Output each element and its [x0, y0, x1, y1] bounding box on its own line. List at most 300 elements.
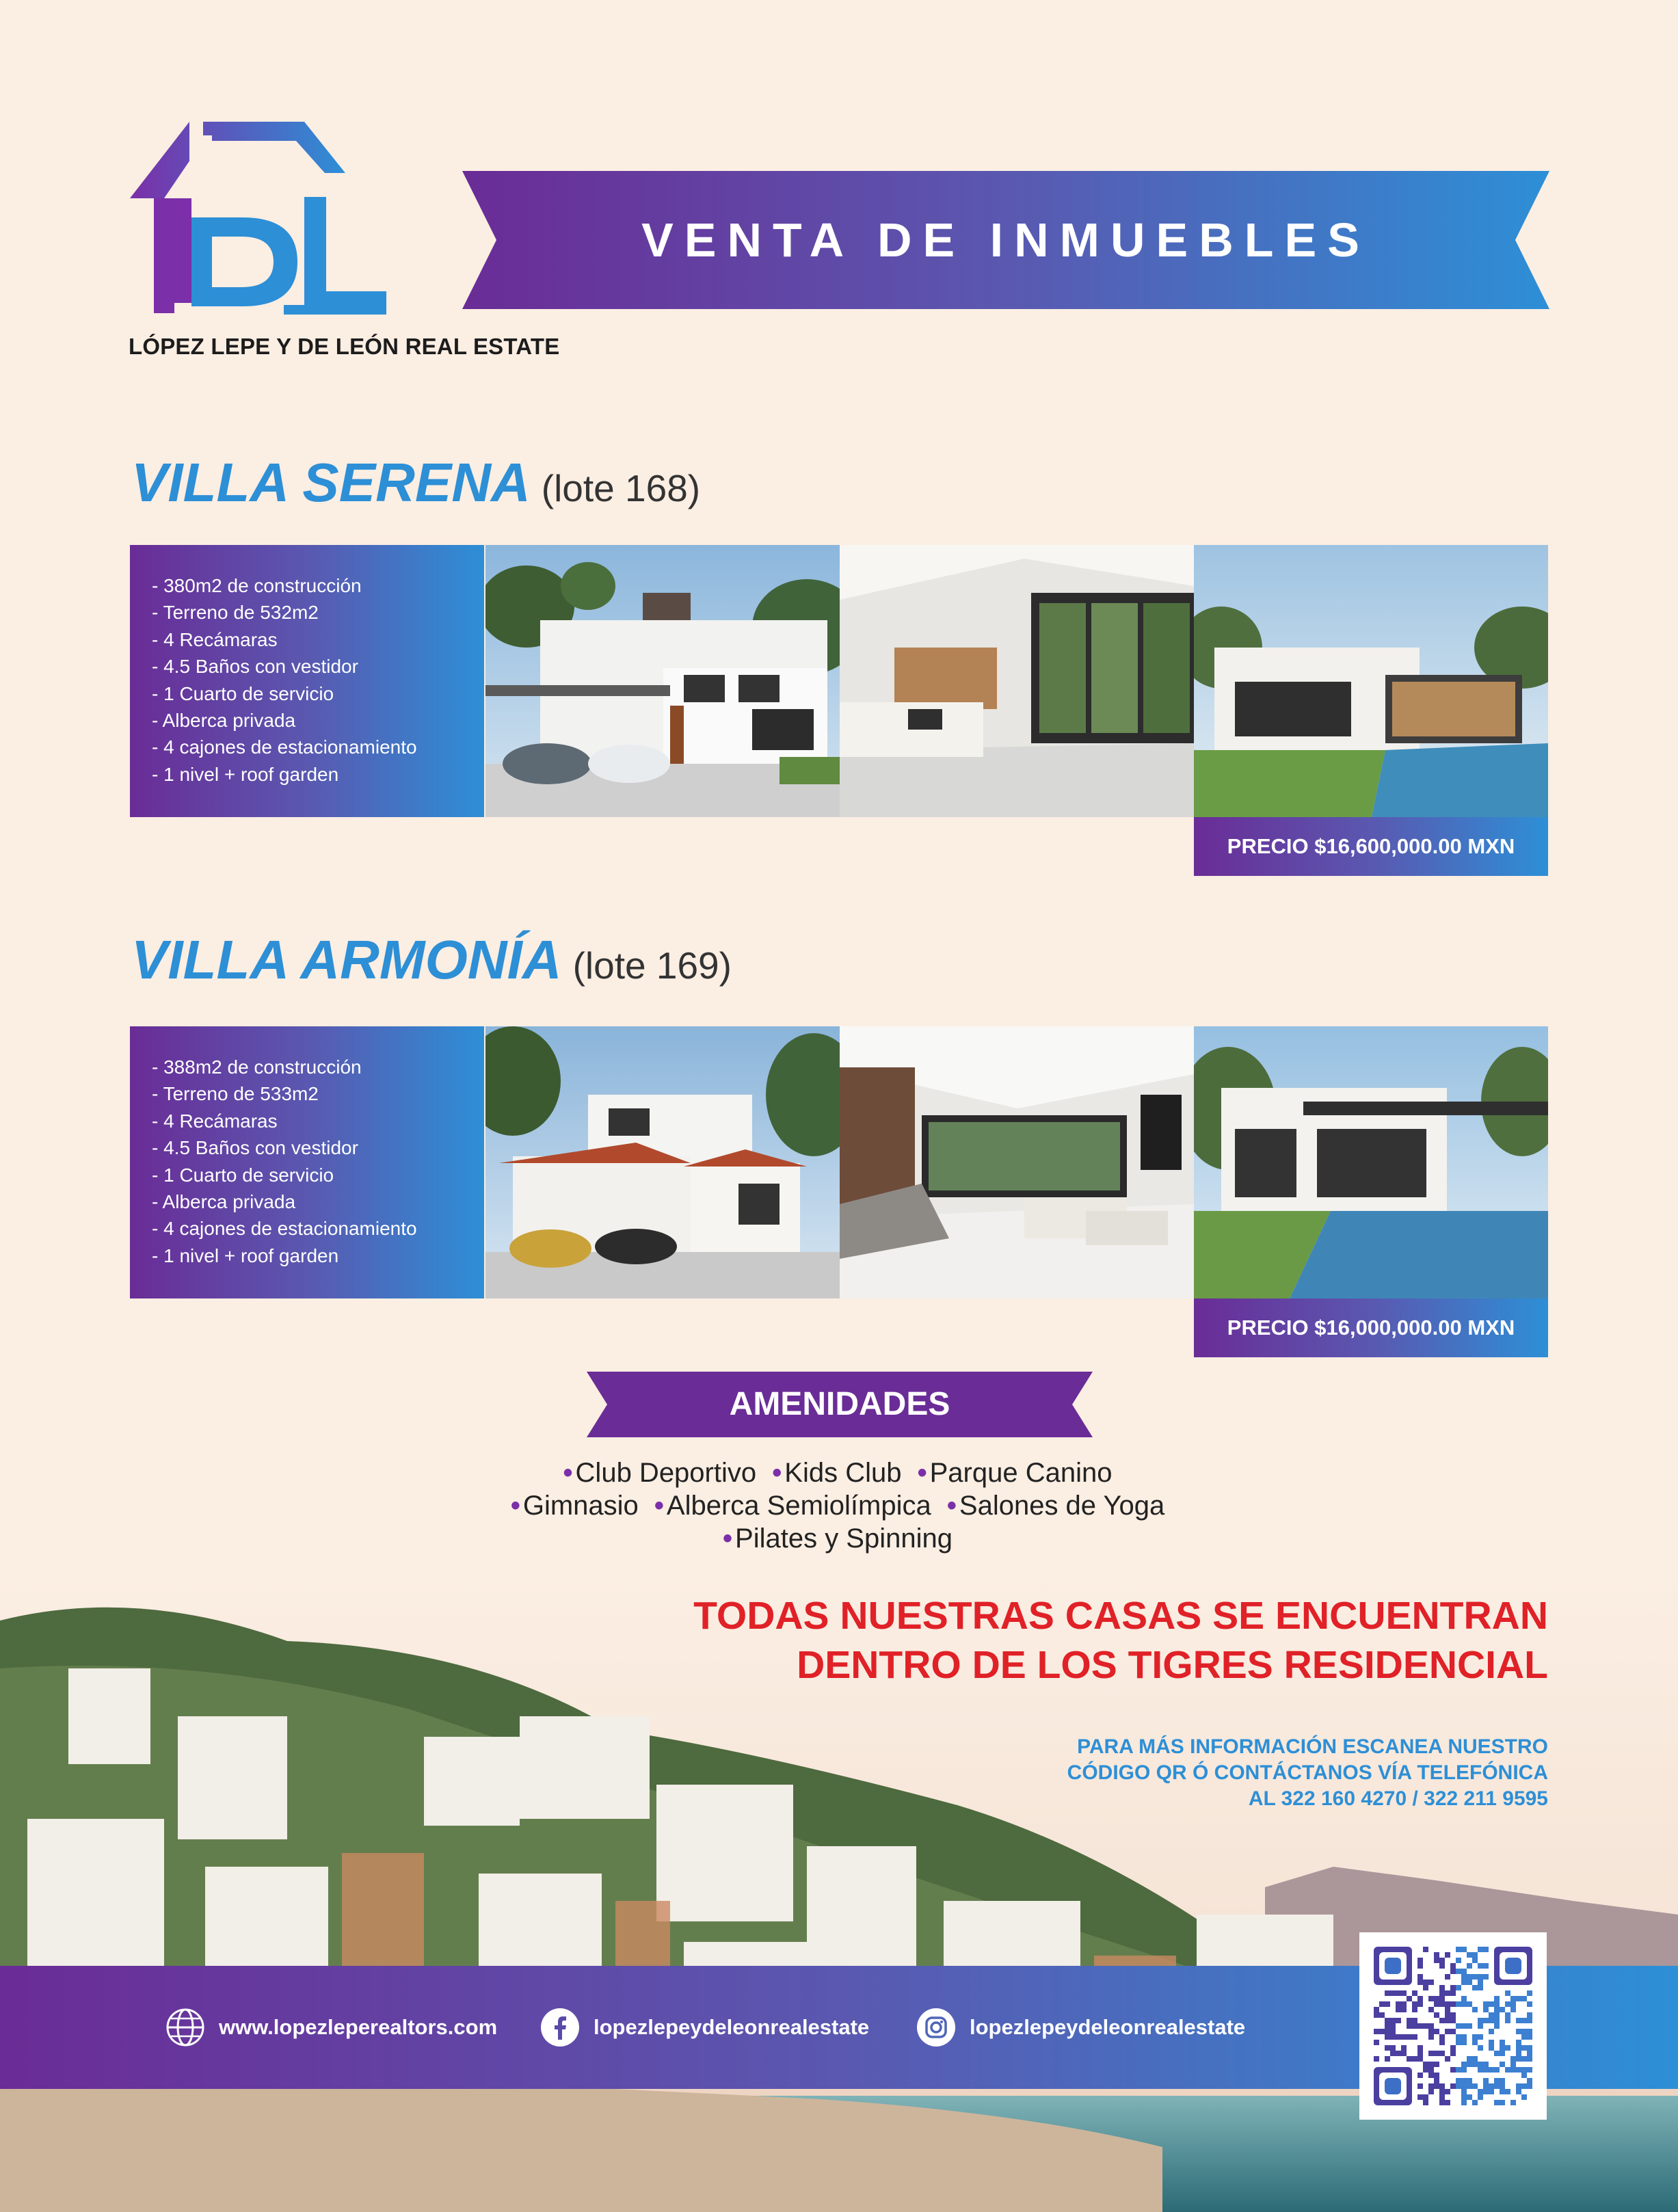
- qr-module: [1500, 2051, 1505, 2056]
- qr-module: [1516, 2018, 1521, 2023]
- qr-module: [1407, 2034, 1412, 2040]
- qr-module: [1401, 2051, 1407, 2056]
- qr-module: [1390, 2034, 1396, 2040]
- feature-item: - 4 Recámaras: [152, 628, 278, 650]
- feature-item: - 1 nivel + roof garden: [152, 763, 339, 785]
- notice-line: TODAS NUESTRAS CASAS SE ENCUENTRAN: [693, 1594, 1548, 1638]
- amenity-item: Kids Club: [784, 1458, 902, 1488]
- qr-module: [1396, 1990, 1401, 1996]
- qr-module: [1390, 2029, 1396, 2034]
- qr-module: [1456, 2001, 1461, 2007]
- villa-title: [131, 929, 732, 991]
- feature-item: - 1 Cuarto de servicio: [152, 1164, 334, 1186]
- instagram-icon: [916, 2008, 956, 2047]
- qr-module: [1412, 2001, 1417, 2007]
- qr-module: [1428, 1996, 1434, 2001]
- qr-module: [1505, 2089, 1510, 2094]
- villa-name: VILLA SERENA: [131, 452, 531, 513]
- qr-module: [1461, 1996, 1467, 2001]
- qr-module: [1390, 2045, 1396, 2051]
- qr-module: [1516, 2067, 1521, 2073]
- qr-module: [1450, 2029, 1456, 2034]
- qr-module: [1483, 2078, 1489, 2083]
- qr-module: [1483, 2007, 1489, 2012]
- qr-module: [1456, 2023, 1461, 2029]
- qr-module: [1450, 1969, 1456, 1974]
- qr-module: [1521, 1996, 1527, 2001]
- qr-module: [1445, 2100, 1450, 2105]
- qr-module: [1527, 2045, 1532, 2051]
- qr-module: [1494, 2007, 1500, 2012]
- qr-module: [1478, 2034, 1483, 2040]
- qr-module: [1478, 2018, 1483, 2023]
- qr-module: [1401, 1990, 1407, 1996]
- feature-item: - 1 Cuarto de servicio: [152, 682, 334, 704]
- qr-module: [1472, 1958, 1478, 1963]
- qr-module: [1527, 2056, 1532, 2062]
- qr-module: [1434, 2073, 1439, 2078]
- qr-module: [1374, 2029, 1379, 2034]
- qr-module: [1450, 2051, 1456, 2056]
- qr-module: [1445, 2089, 1450, 2094]
- qr-module: [1467, 2062, 1472, 2067]
- villa-photo-interior: [840, 1026, 1194, 1298]
- qr-module: [1456, 2083, 1461, 2089]
- qr-module: [1521, 2029, 1527, 2034]
- qr-module: [1489, 2067, 1494, 2073]
- qr-module: [1461, 2100, 1467, 2105]
- qr-module: [1478, 2067, 1483, 2073]
- qr-module: [1461, 2023, 1467, 2029]
- qr-module: [1494, 2083, 1500, 2089]
- qr-module: [1500, 2083, 1505, 2089]
- qr-module: [1483, 2018, 1489, 2023]
- qr-module: [1434, 2029, 1439, 2034]
- bullet: •: [917, 1458, 927, 1488]
- qr-module: [1407, 2018, 1412, 2023]
- qr-module: [1489, 2040, 1494, 2045]
- bullet: •: [563, 1458, 573, 1488]
- qr-module: [1390, 2023, 1396, 2029]
- qr-module: [1439, 2089, 1445, 2094]
- qr-module: [1374, 2040, 1379, 2045]
- qr-code[interactable]: [1359, 1932, 1547, 2120]
- qr-module: [1450, 1990, 1456, 1996]
- qr-module: [1428, 2023, 1434, 2029]
- qr-module: [1417, 2045, 1423, 2051]
- villa-lot: (lote 169): [572, 944, 732, 987]
- qr-module: [1412, 2007, 1417, 2012]
- qr-module: [1516, 2040, 1521, 2045]
- qr-module: [1467, 2001, 1472, 2007]
- villa-photo-exterior: [485, 1026, 840, 1298]
- qr-module: [1527, 2083, 1532, 2089]
- qr-module: [1390, 2018, 1396, 2023]
- qr-module: [1428, 2067, 1434, 2073]
- qr-module: [1417, 2056, 1423, 2062]
- qr-module: [1439, 2040, 1445, 2045]
- qr-module: [1478, 1985, 1483, 1990]
- qr-module: [1489, 2045, 1494, 2051]
- bullet: •: [772, 1458, 782, 1488]
- qr-module: [1434, 2083, 1439, 2089]
- qr-module: [1417, 2083, 1423, 2089]
- qr-module: [1516, 1996, 1521, 2001]
- bullet: •: [723, 1523, 733, 1554]
- qr-module: [1456, 1985, 1461, 1990]
- qr-module: [1412, 2056, 1417, 2062]
- qr-module: [1439, 2001, 1445, 2007]
- feature-item: - 1 nivel + roof garden: [152, 1244, 339, 1266]
- qr-module: [1472, 2007, 1478, 2012]
- qr-module: [1478, 2094, 1483, 2100]
- qr-module: [1428, 2051, 1434, 2056]
- qr-module: [1439, 2083, 1445, 2089]
- qr-module: [1461, 1980, 1467, 1985]
- qr-module: [1505, 2012, 1510, 2018]
- instagram-text: lopezlepeydeleonrealestate: [970, 2015, 1246, 2039]
- qr-module: [1500, 2045, 1505, 2051]
- qr-module: [1412, 2034, 1417, 2040]
- feature-item: - Alberca privada: [152, 1191, 296, 1213]
- qr-module: [1407, 1996, 1412, 2001]
- qr-module: [1494, 2067, 1500, 2073]
- qr-module: [1423, 1980, 1428, 1985]
- qr-module: [1445, 2018, 1450, 2023]
- qr-module: [1494, 2001, 1500, 2007]
- qr-module: [1521, 2018, 1527, 2023]
- qr-module: [1516, 2029, 1521, 2034]
- qr-module: [1450, 2067, 1456, 2073]
- qr-module: [1407, 2023, 1412, 2029]
- feature-item: - 4.5 Baños con vestidor: [152, 1137, 358, 1159]
- qr-module: [1428, 2007, 1434, 2012]
- qr-module: [1461, 2083, 1467, 2089]
- qr-module: [1417, 2073, 1423, 2078]
- qr-module: [1456, 1947, 1461, 1952]
- qr-module: [1428, 1980, 1434, 1985]
- qr-module: [1505, 2018, 1510, 2023]
- qr-module: [1456, 2067, 1461, 2073]
- qr-module: [1510, 2062, 1516, 2067]
- qr-module: [1412, 2023, 1417, 2029]
- qr-module: [1494, 2100, 1500, 2105]
- qr-module: [1483, 1947, 1489, 1952]
- qr-module: [1472, 1974, 1478, 1980]
- qr-module: [1450, 1963, 1456, 1969]
- qr-module: [1379, 2001, 1385, 2007]
- qr-module: [1527, 2029, 1532, 2034]
- contact-line: PARA MÁS INFORMACIÓN ESCANEA NUESTRO: [1077, 1735, 1548, 1758]
- qr-module: [1412, 1990, 1417, 1996]
- qr-finder: [1505, 1958, 1521, 1974]
- qr-module: [1494, 2023, 1500, 2029]
- villa-name: VILLA ARMONÍA: [131, 929, 562, 990]
- villa-features: [130, 1026, 484, 1298]
- bullet: •: [946, 1491, 957, 1521]
- qr-module: [1396, 2051, 1401, 2056]
- qr-module: [1374, 2056, 1379, 2062]
- qr-module: [1450, 2045, 1456, 2051]
- qr-module: [1527, 2018, 1532, 2023]
- qr-module: [1379, 2012, 1385, 2018]
- qr-module: [1505, 2001, 1510, 2007]
- qr-module: [1428, 2062, 1434, 2067]
- qr-module: [1467, 2056, 1472, 2062]
- feature-item: - Terreno de 533m2: [152, 1083, 319, 1105]
- qr-module: [1379, 2029, 1385, 2034]
- qr-module: [1483, 2067, 1489, 2073]
- villa-photo-interior: [840, 545, 1194, 817]
- qr-module: [1510, 2007, 1516, 2012]
- qr-module: [1461, 1947, 1467, 1952]
- qr-module: [1385, 2018, 1390, 2023]
- price-tag: PRECIO $16,600,000.00 MXN: [1194, 817, 1548, 876]
- qr-module: [1527, 2051, 1532, 2056]
- feature-item: - Alberca privada: [152, 710, 296, 732]
- qr-module: [1423, 1985, 1428, 1990]
- qr-module: [1500, 2007, 1505, 2012]
- qr-module: [1385, 1990, 1390, 1996]
- qr-module: [1385, 2045, 1390, 2051]
- qr-module: [1456, 2034, 1461, 2040]
- qr-module: [1516, 2045, 1521, 2051]
- qr-module: [1521, 2034, 1527, 2040]
- qr-module: [1472, 1952, 1478, 1958]
- qr-module: [1483, 2089, 1489, 2094]
- qr-module: [1510, 1996, 1516, 2001]
- qr-module: [1461, 2078, 1467, 2083]
- qr-module: [1396, 2007, 1401, 2012]
- qr-module: [1483, 2083, 1489, 2089]
- facebook-icon: [540, 2008, 580, 2047]
- qr-module: [1423, 2067, 1428, 2073]
- qr-module: [1428, 2029, 1434, 2034]
- qr-module: [1428, 2073, 1434, 2078]
- qr-module: [1467, 2094, 1472, 2100]
- amenity-item: Alberca Semiolímpica: [666, 1491, 931, 1521]
- qr-module: [1439, 2018, 1445, 2023]
- qr-module: [1439, 1958, 1445, 1963]
- qr-module: [1445, 2001, 1450, 2007]
- qr-module: [1478, 2089, 1483, 2094]
- villa-photo-pool: [1194, 545, 1548, 817]
- qr-module: [1489, 2089, 1494, 2094]
- banner-title: VENTA DE INMUEBLES: [641, 213, 1370, 267]
- qr-finder: [1385, 1958, 1401, 1974]
- qr-module: [1396, 2001, 1401, 2007]
- qr-module: [1510, 2056, 1516, 2062]
- qr-module: [1396, 2034, 1401, 2040]
- qr-module: [1417, 2001, 1423, 2007]
- qr-module: [1472, 2100, 1478, 2105]
- contact-phone: AL 322 160 4270 / 322 211 9595: [1248, 1787, 1548, 1810]
- qr-module: [1521, 2083, 1527, 2089]
- qr-module: [1434, 2078, 1439, 2083]
- qr-module: [1494, 2078, 1500, 2083]
- bullet: •: [510, 1491, 520, 1521]
- qr-module: [1439, 2051, 1445, 2056]
- qr-module: [1467, 1963, 1472, 1969]
- qr-module: [1500, 2040, 1505, 2045]
- qr-module: [1472, 2062, 1478, 2067]
- amenities-row: [0, 1491, 1678, 1521]
- qr-module: [1417, 2051, 1423, 2056]
- qr-module: [1401, 2034, 1407, 2040]
- qr-module: [1434, 1952, 1439, 1958]
- qr-module: [1434, 2012, 1439, 2018]
- qr-module: [1417, 1974, 1423, 1980]
- qr-module: [1385, 2023, 1390, 2029]
- qr-module: [1445, 2007, 1450, 2012]
- facebook-link[interactable]: [540, 2009, 869, 2046]
- qr-module: [1434, 1958, 1439, 1963]
- qr-module: [1385, 2056, 1390, 2062]
- qr-module: [1417, 2023, 1423, 2029]
- qr-module: [1417, 2094, 1423, 2100]
- qr-module: [1478, 1963, 1483, 1969]
- qr-module: [1461, 1974, 1467, 1980]
- qr-module: [1461, 2034, 1467, 2040]
- qr-code-graphic: [1359, 1932, 1547, 2120]
- notice-line: DENTRO DE LOS TIGRES RESIDENCIAL: [797, 1643, 1548, 1687]
- website-link[interactable]: [165, 2009, 497, 2046]
- qr-module: [1450, 1985, 1456, 1990]
- amenities-title: AMENIDADES: [729, 1386, 950, 1422]
- qr-module: [1412, 2018, 1417, 2023]
- qr-module: [1450, 2018, 1456, 2023]
- qr-module: [1434, 1996, 1439, 2001]
- qr-module: [1483, 1974, 1489, 1980]
- qr-module: [1467, 2078, 1472, 2083]
- brand-logo: [126, 122, 400, 354]
- amenity-item: Parque Canino: [929, 1458, 1113, 1488]
- qr-module: [1478, 1980, 1483, 1985]
- qr-module: [1521, 2067, 1527, 2073]
- qr-module: [1467, 1952, 1472, 1958]
- qr-module: [1428, 2083, 1434, 2089]
- qr-module: [1450, 2001, 1456, 2007]
- qr-module: [1407, 2056, 1412, 2062]
- qr-module: [1489, 2012, 1494, 2018]
- qr-module: [1521, 2094, 1527, 2100]
- qr-module: [1494, 2018, 1500, 2023]
- qr-module: [1505, 2067, 1510, 2073]
- qr-module: [1417, 1958, 1423, 1963]
- qr-module: [1445, 1974, 1450, 1980]
- qr-module: [1472, 2034, 1478, 2040]
- qr-module: [1494, 1996, 1500, 2001]
- qr-module: [1527, 2078, 1532, 2083]
- qr-module: [1500, 2089, 1505, 2094]
- qr-module: [1434, 2062, 1439, 2067]
- qr-module: [1489, 2083, 1494, 2089]
- qr-module: [1510, 2100, 1516, 2105]
- qr-module: [1489, 2001, 1494, 2007]
- qr-module: [1445, 2029, 1450, 2034]
- qr-module: [1500, 2062, 1505, 2067]
- qr-module: [1450, 2083, 1456, 2089]
- instagram-link[interactable]: [916, 2009, 1245, 2046]
- qr-module: [1439, 2094, 1445, 2100]
- feature-item: - 4 cajones de estacionamiento: [152, 736, 417, 758]
- villa-title: [131, 451, 700, 514]
- qr-module: [1516, 2083, 1521, 2089]
- qr-module: [1483, 1963, 1489, 1969]
- qr-module: [1439, 2034, 1445, 2040]
- qr-module: [1472, 2056, 1478, 2062]
- amenity-item: Pilates y Spinning: [735, 1523, 953, 1554]
- qr-module: [1478, 2023, 1483, 2029]
- qr-module: [1500, 2100, 1505, 2105]
- qr-module: [1439, 1996, 1445, 2001]
- brand-name: LÓPEZ LEPE Y DE LEÓN REAL ESTATE: [129, 334, 560, 359]
- qr-module: [1439, 1990, 1445, 1996]
- qr-module: [1510, 2067, 1516, 2073]
- qr-module: [1478, 1947, 1483, 1952]
- qr-module: [1423, 1947, 1428, 1952]
- amenity-item: Club Deportivo: [575, 1458, 757, 1488]
- feature-item: - 4 Recámaras: [152, 1110, 278, 1132]
- qr-module: [1417, 1963, 1423, 1969]
- qr-module: [1439, 1963, 1445, 1969]
- qr-module: [1417, 1996, 1423, 2001]
- qr-module: [1445, 1952, 1450, 1958]
- qr-module: [1478, 1974, 1483, 1980]
- qr-module: [1385, 2034, 1390, 2040]
- qr-module: [1401, 2045, 1407, 2051]
- qr-module: [1456, 1969, 1461, 1974]
- qr-module: [1467, 1980, 1472, 1985]
- feature-item: - 4 cajones de estacionamiento: [152, 1218, 417, 1240]
- qr-module: [1505, 2045, 1510, 2051]
- qr-module: [1500, 2078, 1505, 2083]
- qr-module: [1505, 1990, 1510, 1996]
- qr-module: [1461, 1969, 1467, 1974]
- amenities-row: [0, 1523, 1678, 1554]
- feature-item: - 4.5 Baños con vestidor: [152, 656, 358, 678]
- qr-module: [1445, 2056, 1450, 2062]
- qr-module: [1521, 2045, 1527, 2051]
- qr-module: [1521, 2073, 1527, 2078]
- facebook-text: lopezlepeydeleonrealestate: [594, 2015, 870, 2039]
- qr-module: [1461, 2062, 1467, 2067]
- qr-module: [1472, 2040, 1478, 2045]
- feature-item: - 380m2 de construcción: [152, 575, 362, 596]
- amenities-row: [0, 1458, 1678, 1489]
- qr-module: [1439, 2100, 1445, 2105]
- qr-module: [1527, 2067, 1532, 2073]
- qr-module: [1489, 2018, 1494, 2023]
- qr-module: [1521, 2056, 1527, 2062]
- qr-module: [1483, 2062, 1489, 2067]
- amenity-item: Gimnasio: [522, 1491, 639, 1521]
- qr-module: [1467, 1974, 1472, 1980]
- website-text: www.lopezleperealtors.com: [219, 2015, 498, 2039]
- qr-module: [1385, 2029, 1390, 2034]
- qr-module: [1401, 2001, 1407, 2007]
- qr-module: [1390, 2051, 1396, 2056]
- qr-module: [1401, 2007, 1407, 2012]
- qr-module: [1472, 2083, 1478, 2089]
- qr-module: [1428, 2034, 1434, 2040]
- qr-module: [1461, 2067, 1467, 2073]
- qr-module: [1494, 2051, 1500, 2056]
- qr-module: [1516, 2051, 1521, 2056]
- contact-line: CÓDIGO QR Ó CONTÁCTANOS VÍA TELEFÓNICA: [1067, 1761, 1548, 1784]
- qr-module: [1527, 2012, 1532, 2018]
- amenity-item: Salones de Yoga: [959, 1491, 1165, 1521]
